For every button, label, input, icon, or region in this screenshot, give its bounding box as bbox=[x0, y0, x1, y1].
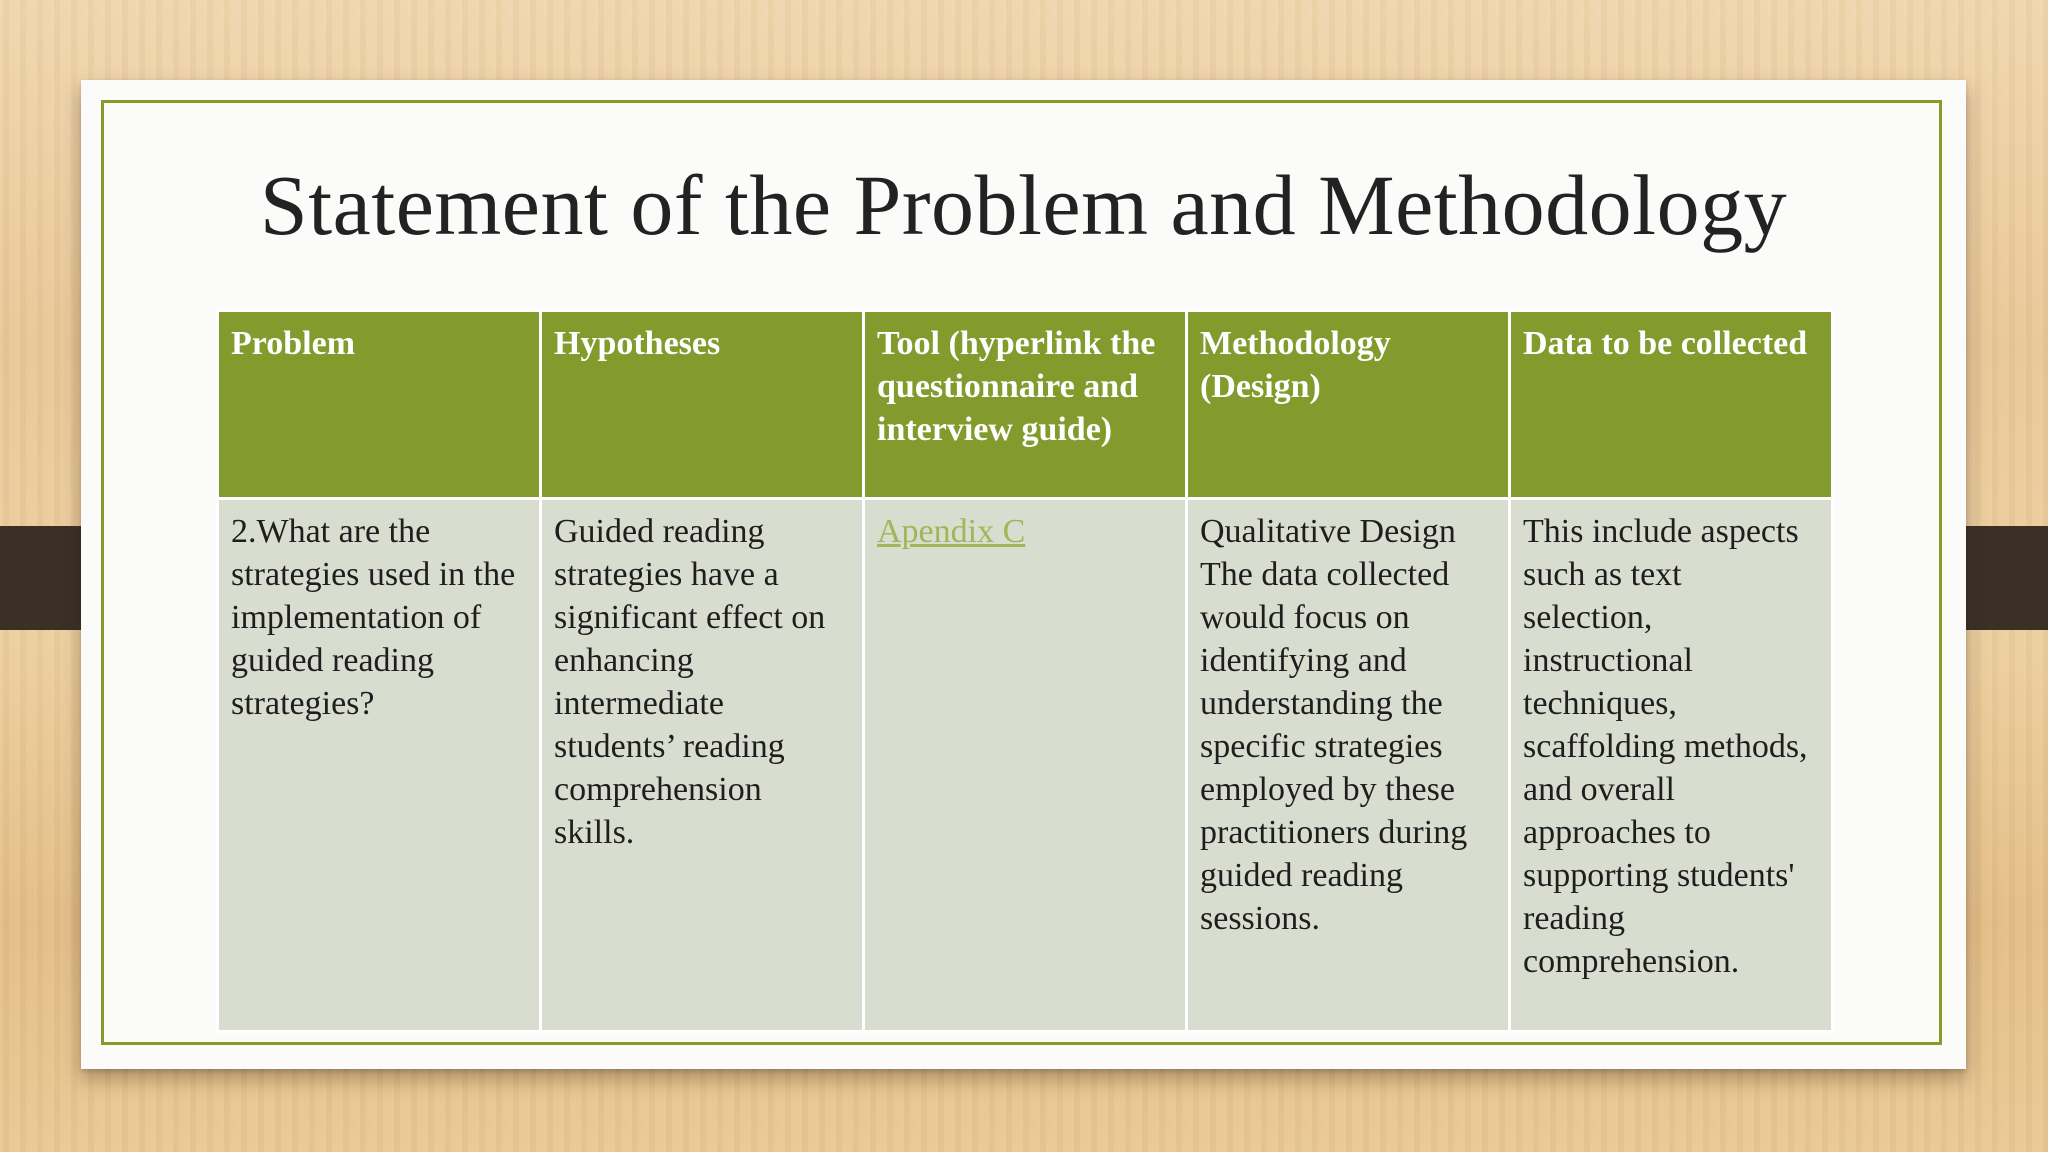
cell-problem: 2.What are the strategies used in the implementation of guided reading strategies? bbox=[218, 499, 541, 1032]
header-methodology: Methodology (Design) bbox=[1187, 311, 1510, 499]
header-problem: Problem bbox=[218, 311, 541, 499]
cell-tool bbox=[864, 499, 1187, 1032]
header-tool: Tool (hyperlink the questionnaire and interview guide) bbox=[864, 311, 1187, 499]
header-data: Data to be collected bbox=[1510, 311, 1833, 499]
methodology-table bbox=[216, 309, 1834, 1033]
cell-methodology: Qualitative Design The data collected would focus on identifying and understanding the specific strategies employed by these practitioners during guided reading sessions. bbox=[1187, 499, 1510, 1032]
slide bbox=[81, 80, 1966, 1069]
cell-data: This include aspects such as text selection, instructional techniques, scaffolding methods, and overall approaches to supporting students' reading comprehension. bbox=[1510, 499, 1833, 1032]
table-row bbox=[218, 499, 1833, 1032]
cell-hypotheses: Guided reading strategies have a significant effect on enhancing intermediate students’ reading comprehension skills. bbox=[541, 499, 864, 1032]
header-hypotheses: Hypotheses bbox=[541, 311, 864, 499]
apendix-c-link[interactable]: Apendix C bbox=[877, 513, 1026, 550]
slide-title: Statement of the Problem and Methodology bbox=[259, 157, 1788, 253]
table-header-row bbox=[218, 311, 1833, 499]
